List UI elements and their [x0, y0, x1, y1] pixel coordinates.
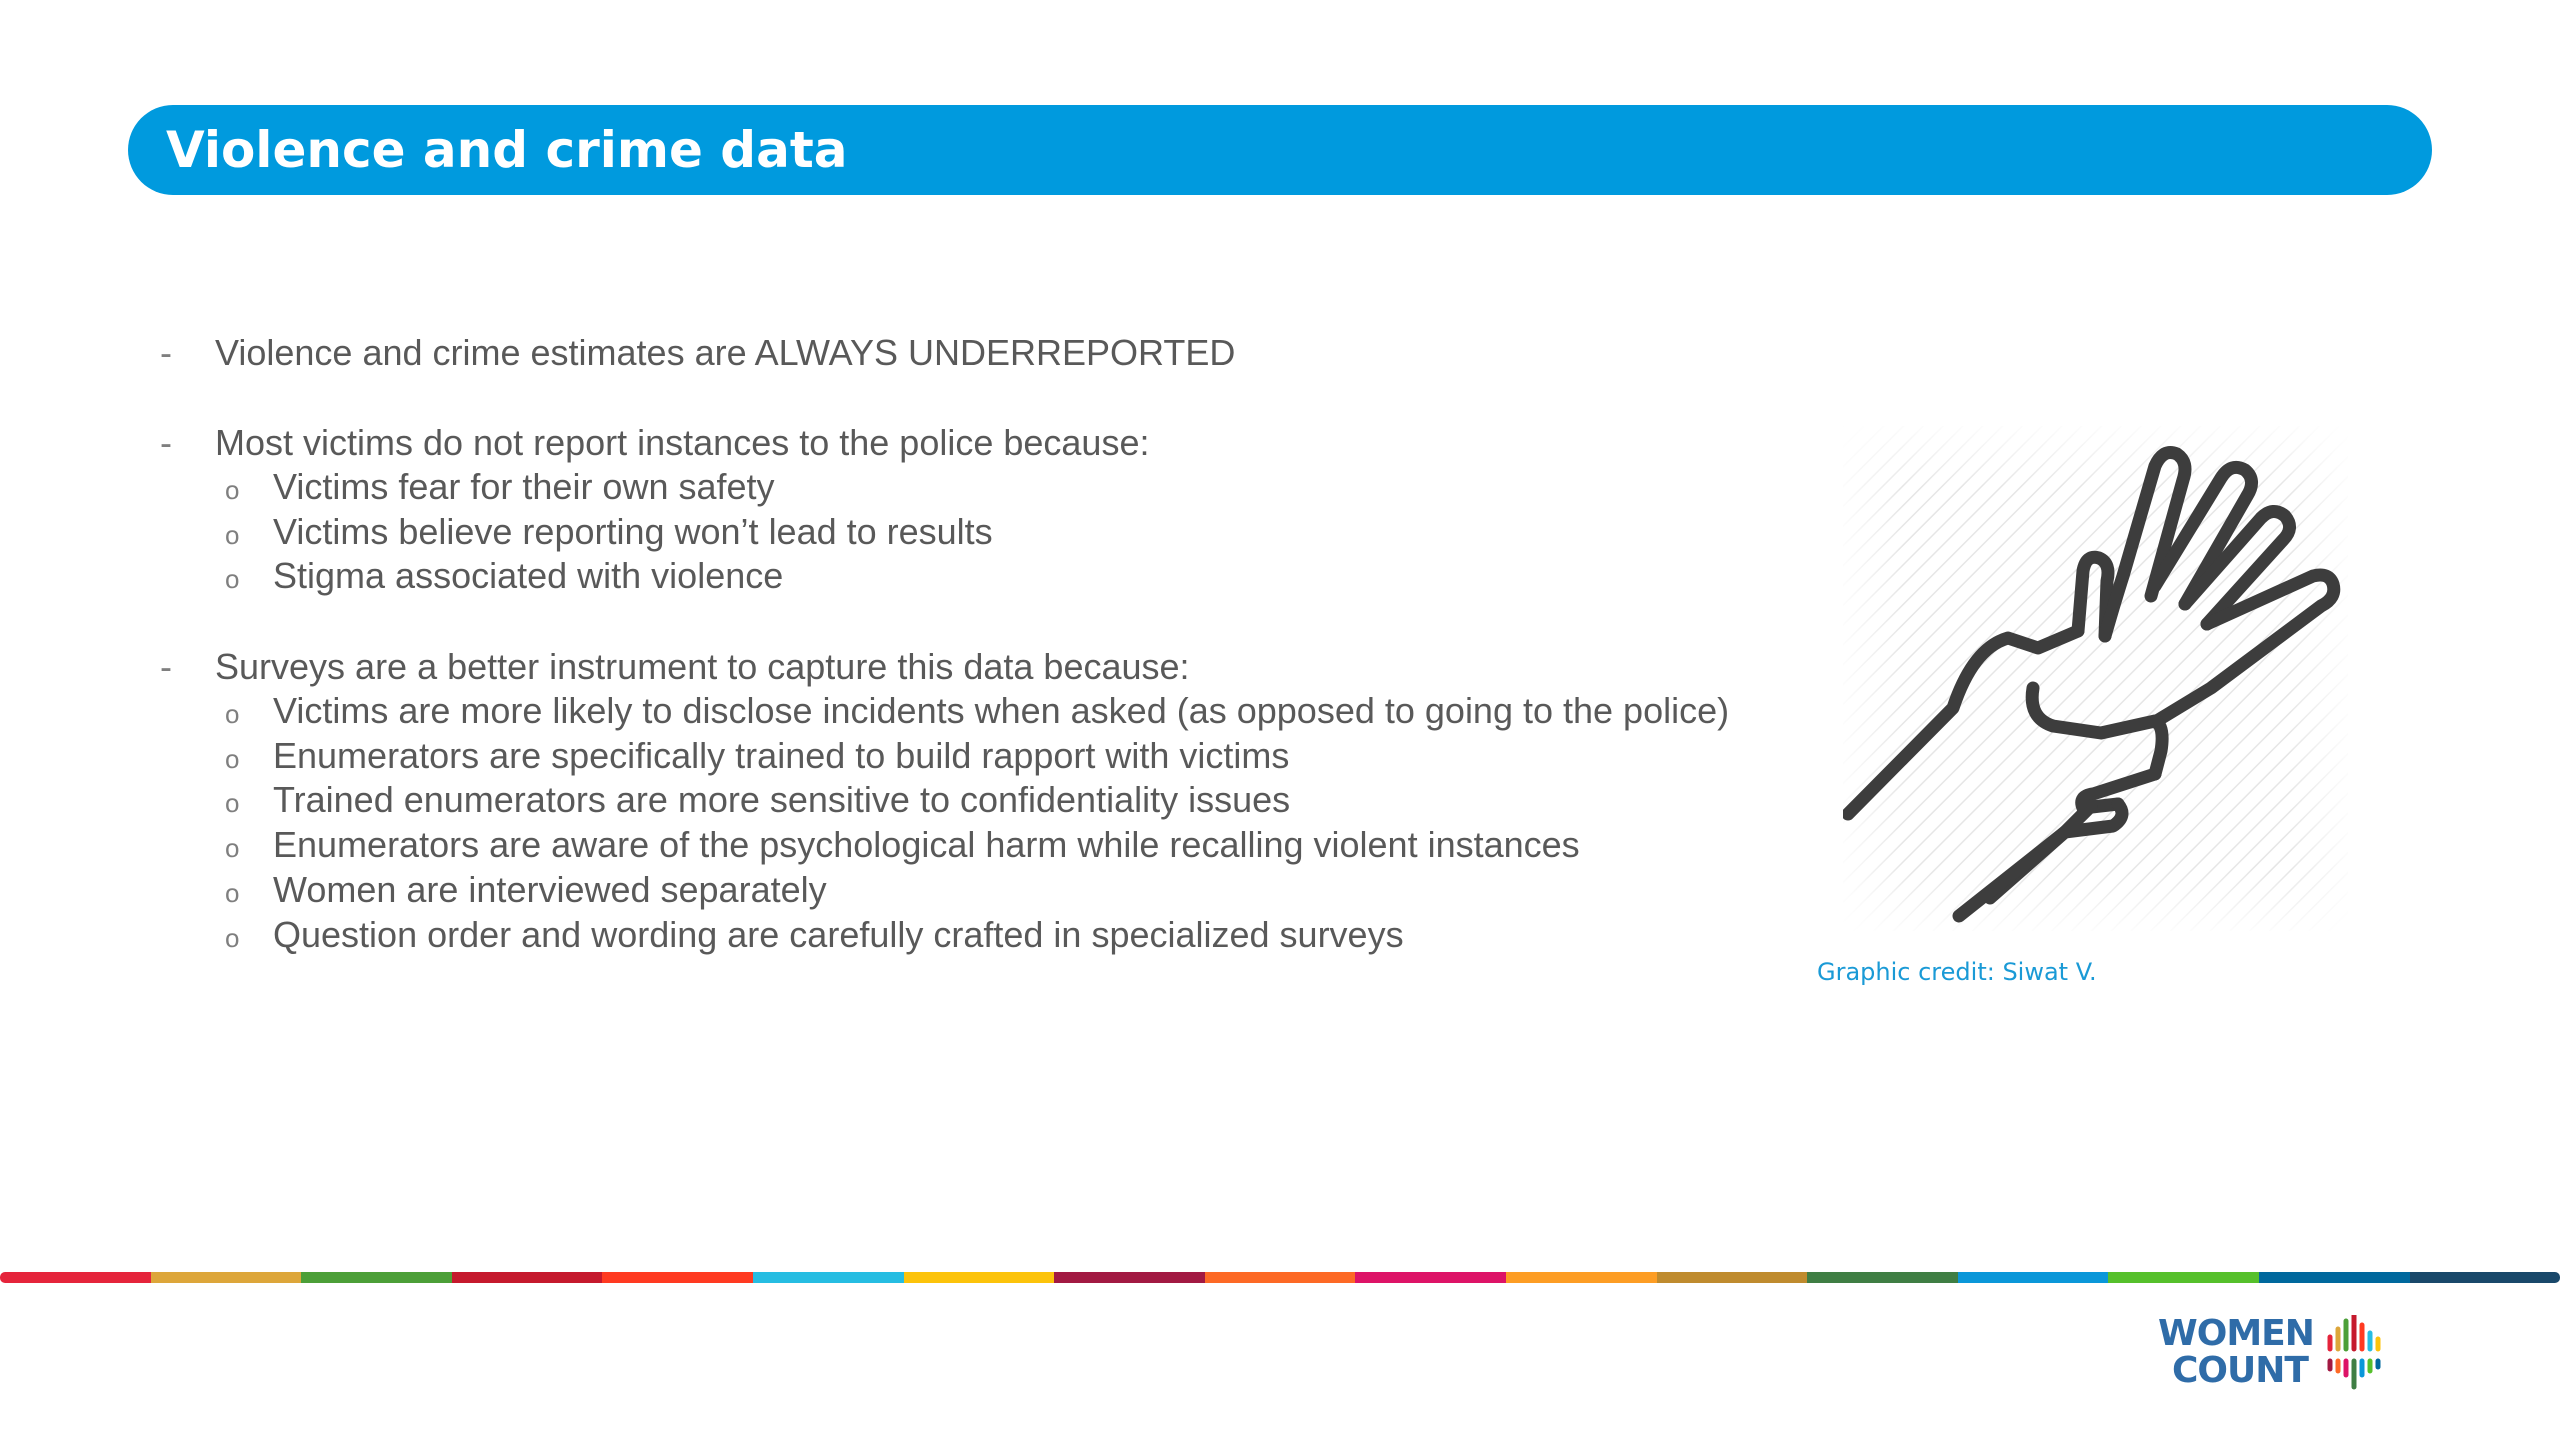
sub-bullet-item [160, 689, 1800, 734]
logo-bars-icon [2326, 1315, 2426, 1410]
logo-line-1: WOMEN [2158, 1313, 2314, 1354]
sub-bullet-text: Victims fear for their own safety [273, 466, 775, 507]
logo-line-2: COUNT [2172, 1350, 2308, 1391]
sub-bullet-text: Trained enumerators are more sensitive to confidentiality issues [273, 779, 1291, 821]
sub-bullet-text: Victims believe reporting won’t lead to results [273, 510, 993, 552]
bullet-list [160, 330, 1800, 957]
sub-bullet-item [160, 554, 1800, 599]
slide-title-bar [128, 105, 2432, 195]
sub-bullet-text: Enumerators are specifically trained to build rapport with victims [273, 734, 1290, 776]
sub-bullet-item [160, 823, 1800, 868]
sub-bullet-marker: o [225, 475, 240, 505]
bullet-item [160, 644, 1800, 689]
bullet-item [160, 420, 1800, 465]
sub-bullet-text: Victims are more likely to disclose incidents when asked (as opposed to going to the police) [273, 690, 1730, 732]
sub-bullet-text: Women are interviewed separately [273, 868, 827, 910]
bullet-dash: - [160, 422, 172, 463]
bullet-item [160, 330, 1800, 375]
sub-bullet-marker: o [225, 699, 240, 730]
grabbed-wrist-icon [1843, 426, 2348, 931]
sub-bullet-marker: o [225, 877, 240, 908]
bullet-dash: - [160, 646, 172, 688]
sub-bullet-marker: o [225, 922, 240, 953]
bullet-text: Violence and crime estimates are ALWAYS UNDERREPORTED [215, 332, 1236, 373]
bullet-text: Surveys are a better instrument to capture this data because: [215, 646, 1190, 688]
sub-bullet-marker: o [225, 519, 240, 550]
sub-bullet-marker: o [225, 743, 240, 774]
logo-wordmark [2158, 1315, 2314, 1389]
sub-bullet-text: Stigma associated with violence [273, 555, 784, 597]
sub-bullet-marker: o [225, 833, 240, 864]
sub-bullet-marker: o [225, 564, 240, 595]
slide-title: Violence and crime data [166, 121, 848, 179]
sub-bullet-item [160, 868, 1800, 913]
sub-bullet-item [160, 510, 1800, 555]
sub-bullet-item [160, 913, 1800, 958]
graphic-credit: Graphic credit: Siwat V. [1817, 958, 2097, 986]
sub-bullet-text: Enumerators are aware of the psychological harm while recalling violent instances [273, 824, 1580, 866]
sub-bullet-text: Question order and wording are carefully crafted in specialized surveys [273, 913, 1404, 955]
sub-bullet-item [160, 778, 1800, 823]
bullet-text: Most victims do not report instances to the police because: [215, 422, 1150, 463]
bullet-dash: - [160, 332, 172, 373]
sub-bullet-marker: o [225, 788, 240, 819]
sdg-color-stripe [0, 1272, 2560, 1283]
sub-bullet-item [160, 465, 1800, 510]
women-count-logo [2158, 1315, 2428, 1410]
sub-bullet-item [160, 734, 1800, 779]
